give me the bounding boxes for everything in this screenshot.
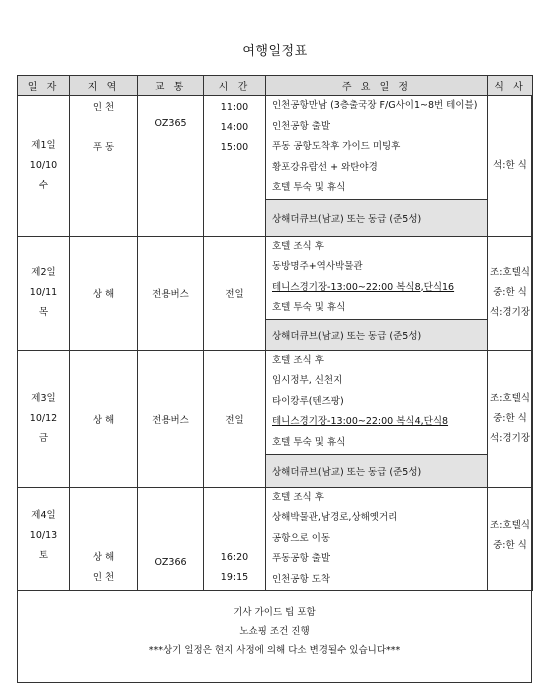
schedule-item: 테니스경기장-13:00~22:00 복식8,단식16 — [272, 281, 455, 293]
meal-text: 석:한 식 — [493, 159, 527, 171]
itinerary-table — [17, 75, 533, 591]
schedule-cell — [266, 96, 488, 237]
meal-text: 조:호텔식 — [490, 267, 530, 278]
schedule-item: 상해박물관,남경로,상해옛거리 — [272, 512, 398, 523]
transport-cell — [138, 487, 204, 591]
time-text: 전일 — [225, 289, 244, 300]
day-date: 10/13 — [29, 529, 58, 541]
meal-text: 중:한 식 — [493, 539, 527, 551]
table-row-day1 — [18, 96, 533, 237]
meal-text: 중:한 식 — [493, 287, 527, 298]
schedule-item: 테니스경기장-13:00~22:00 복식4,단식8 — [272, 416, 449, 427]
day-cell — [18, 96, 70, 237]
transport-text: OZ366 — [154, 557, 187, 568]
day-cell — [18, 487, 70, 591]
day-date: 10/12 — [29, 412, 58, 424]
region-text — [102, 118, 105, 138]
schedule-item: 호텔 투숙 및 휴식 — [272, 436, 346, 448]
schedule-item: 인천공항 출발 — [272, 120, 331, 132]
region-text: 상 해 — [92, 552, 115, 563]
meal-text: 중:한 식 — [493, 412, 527, 424]
time-text: 11:00 — [220, 102, 249, 113]
schedule-item: 타이캉루(텐즈팡) — [272, 395, 344, 407]
region-cell — [70, 96, 138, 237]
region-cell — [70, 350, 138, 487]
page-title: 여행일정표 — [242, 44, 308, 59]
note-text: 기사 가이드 팁 포함 — [233, 607, 316, 618]
meal-text: 석:경기장 — [490, 307, 530, 318]
region-text: 푸 동 — [92, 142, 115, 153]
meal-cell — [488, 487, 533, 591]
transport-cell — [138, 236, 204, 350]
meal-cell — [488, 96, 533, 237]
schedule-item: 푸동 공항도착후 가이드 미팅후 — [272, 141, 401, 152]
transport-cell — [138, 96, 204, 237]
time-cell — [204, 236, 266, 350]
schedule-item: 호텔 투숙 및 휴식 — [272, 302, 346, 313]
time-text: 14:00 — [220, 122, 249, 133]
meal-cell — [488, 236, 533, 350]
day-label: 제2일 — [31, 267, 56, 278]
region-text: 상 해 — [92, 289, 115, 300]
schedule-item: 호텔 투숙 및 휴식 — [272, 182, 346, 193]
day-date: 10/11 — [29, 287, 58, 298]
hotel-info: 상해더큐브(남교) 또는 동급 (준5성) — [266, 199, 487, 236]
notes-section — [17, 580, 532, 683]
day-weekday: 토 — [38, 549, 49, 561]
schedule-item: 황포강유람선 + 와탄야경 — [272, 161, 378, 173]
transport-text: 전용버스 — [152, 289, 189, 300]
day-cell — [18, 350, 70, 487]
schedule-cell — [266, 236, 488, 350]
header-meal: 식 사 — [488, 76, 533, 96]
schedule-item: 임시정부, 신천지 — [272, 375, 343, 386]
header-date: 일 자 — [18, 76, 70, 96]
header-schedule: 주 요 일 정 — [266, 76, 488, 96]
day-weekday: 목 — [38, 307, 49, 318]
meal-text: 조:호텔식 — [490, 519, 530, 531]
schedule-item: 호텔 조식 후 — [272, 240, 324, 252]
schedule-item: 호텔 조식 후 — [272, 354, 324, 366]
transport-text: 전용버스 — [152, 414, 189, 426]
schedule-item: 공항으로 이동 — [272, 532, 331, 544]
table-row-day2 — [18, 236, 533, 350]
header-transport: 교 통 — [138, 76, 204, 96]
day-date: 10/10 — [29, 159, 58, 171]
note-text: ***상기 일정은 현지 사정에 의해 다소 변경될수 있습니다*** — [148, 645, 401, 656]
region-text: 상 해 — [92, 414, 115, 426]
header-time: 시 간 — [204, 76, 266, 96]
table-row-day4 — [18, 487, 533, 591]
day-label: 제1일 — [31, 139, 56, 151]
transport-cell — [138, 350, 204, 487]
table-header-row — [18, 76, 533, 96]
region-cell — [70, 487, 138, 591]
table-row-day3 — [18, 350, 533, 487]
schedule-item: 동방명주+역사박물관 — [272, 261, 363, 272]
time-cell — [204, 350, 266, 487]
day-cell — [18, 236, 70, 350]
time-text: 16:20 — [220, 552, 249, 563]
time-cell — [204, 96, 266, 237]
day-weekday: 금 — [38, 432, 49, 444]
region-text: 인 천 — [92, 102, 115, 113]
note-text: 노쇼핑 조건 진행 — [239, 626, 310, 637]
hotel-info: 상해더큐브(남교) 또는 동급 (준5성) — [266, 454, 487, 487]
schedule-cell — [266, 487, 488, 591]
region-cell — [70, 236, 138, 350]
schedule-cell — [266, 350, 488, 487]
time-text: 15:00 — [220, 142, 249, 153]
time-cell — [204, 487, 266, 591]
meal-cell — [488, 350, 533, 487]
hotel-info: 상해더큐브(남교) 또는 동급 (준5성) — [266, 319, 487, 350]
transport-text: OZ365 — [154, 118, 187, 129]
time-text: 전일 — [225, 414, 244, 426]
header-region: 지 역 — [70, 76, 138, 96]
meal-text: 석:경기장 — [490, 432, 530, 444]
time-text: 19:15 — [220, 572, 249, 583]
region-text: 인 천 — [92, 572, 115, 583]
schedule-item: 인천공항만남 (3층출국장 F/G사이1~8번 테이블) — [272, 100, 478, 111]
day-label: 제3일 — [31, 392, 56, 404]
day-weekday: 수 — [38, 179, 49, 191]
schedule-item: 호텔 조식 후 — [272, 491, 324, 503]
meal-text: 조:호텔식 — [490, 392, 530, 404]
day-label: 제4일 — [31, 509, 56, 521]
schedule-item: 인천공항 도착 — [272, 573, 331, 585]
schedule-item: 푸동공항 출발 — [272, 553, 331, 564]
